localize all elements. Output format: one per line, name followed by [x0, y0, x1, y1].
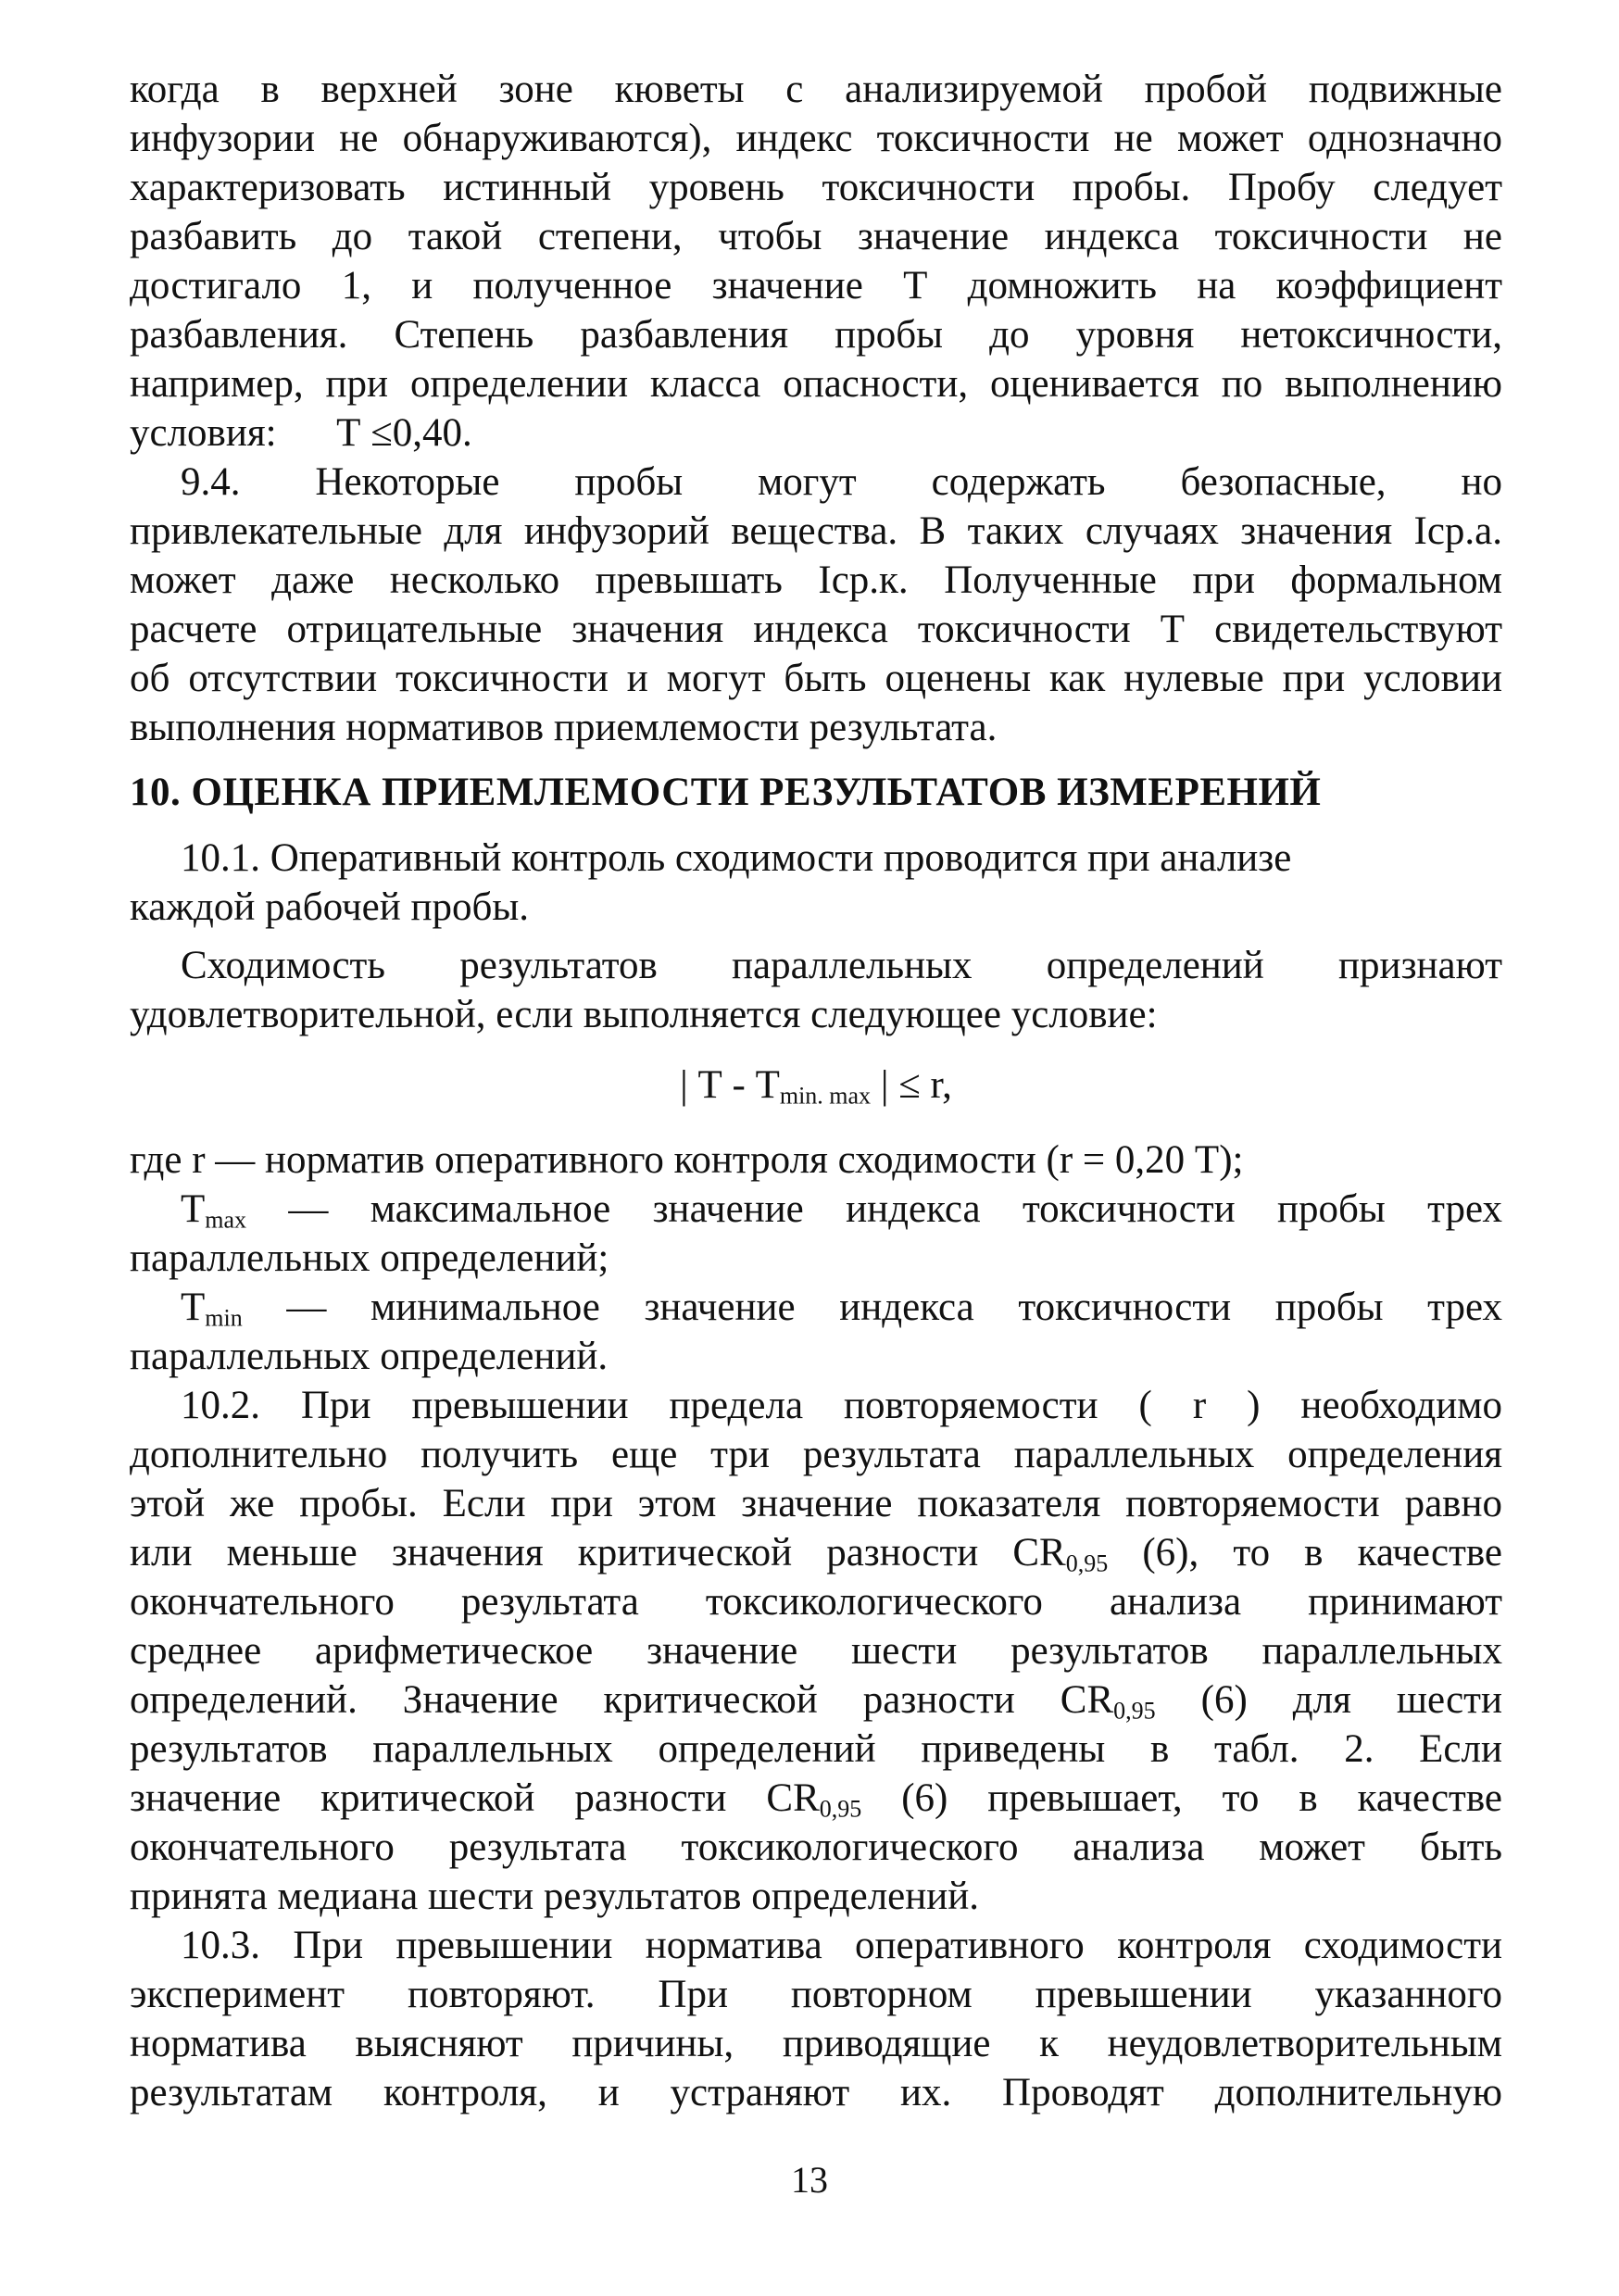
- text-line: окончательного результата токсикологического анализа принимают: [130, 1580, 1502, 1624]
- text-line: 9.4. Некоторые пробы могут содержать безопасные, но: [181, 460, 1502, 504]
- text-line: принята медиана шести результатов определений.: [130, 1875, 980, 1918]
- text-line: разбавления. Степень разбавления пробы до уровня нетоксичности,: [130, 313, 1502, 357]
- formula-right: | ≤ r,: [880, 1063, 952, 1107]
- section-heading: 10. ОЦЕНКА ПРИЕМЛЕМОСТИ РЕЗУЛЬТАТОВ ИЗМЕРЕНИЙ: [130, 771, 1322, 814]
- text-line: условия: Т ≤0,40.: [130, 411, 472, 455]
- text-span: или меньше значения критической разности CR: [130, 1531, 1066, 1575]
- text-line: результатам контроля, и устраняют их. Проводят дополнительную: [130, 2071, 1502, 2114]
- paragraph-10-3: [130, 1921, 1502, 2117]
- text-line: расчете отрицательные значения индекса токсичности Т свидетельствуют: [130, 608, 1502, 651]
- paragraph-10-2: [130, 1381, 1502, 1921]
- paragraph-continuation: [130, 65, 1502, 458]
- text-line: когда в верхней зоне кюветы с анализируемой пробой подвижные: [130, 68, 1502, 111]
- text-line: этой же пробы. Если при этом значение показателя повторяемости равно: [130, 1482, 1502, 1525]
- text-line: выполнения нормативов приемлемости результата.: [130, 706, 998, 749]
- tmin-text: — минимальное значение индекса токсичности пробы трех: [242, 1286, 1502, 1329]
- text-line: характеризовать истинный уровень токсичности пробы. Пробу следует: [130, 166, 1502, 209]
- formula-subscript: min. max: [779, 1082, 872, 1110]
- formula-left: | Т - Т: [680, 1063, 780, 1107]
- text-line: 10.2. При превышении предела повторяемости ( r ) необходимо: [181, 1384, 1502, 1427]
- text-line: Сходимость результатов параллельных определений признают: [181, 944, 1502, 987]
- text-span: значение критической разности CR: [130, 1776, 820, 1820]
- text-line: эксперимент повторяют. При повторном превышении указанного: [130, 1973, 1502, 2016]
- text-line: норматива выясняют причины, приводящие к неудовлетворительным: [130, 2022, 1502, 2065]
- paragraph-9-4: [130, 458, 1502, 752]
- tmin-symbol: Т: [181, 1286, 206, 1329]
- definitions: [130, 1135, 1502, 1381]
- text-line: инфузории не обнаруживаются), индекс токсичности не может однозначно: [130, 117, 1502, 160]
- text-line: 10.1. Оперативный контроль сходимости проводится при анализе: [181, 836, 1292, 880]
- text-line: каждой рабочей пробы.: [130, 885, 530, 929]
- text-line: дополнительно получить еще три результата параллельных определения: [130, 1433, 1502, 1476]
- text-span: определений. Значение критической разности CR: [130, 1678, 1114, 1722]
- cr-subscript: 0,95: [1065, 1549, 1109, 1577]
- definition-r: где r — норматив оперативного контроля сходимости (r = 0,20 Т);: [130, 1138, 1244, 1182]
- text-line: привлекательные для инфузорий вещества. В таких случаях значения Iср.а.: [130, 509, 1502, 553]
- text-line: 10.3. При превышении норматива оперативного контроля сходимости: [181, 1924, 1502, 1967]
- convergence-formula: [130, 1058, 1502, 1113]
- paragraph-10-1: [130, 834, 1502, 932]
- page-number: 13: [791, 2159, 828, 2201]
- text-line: например, при определении класса опасности, оценивается по выполнению: [130, 362, 1502, 406]
- text-line: результатов параллельных определений приведены в табл. 2. Если: [130, 1727, 1502, 1771]
- cr-subscript: 0,95: [1113, 1697, 1156, 1725]
- text-line: об отсутствии токсичности и могут быть оценены как нулевые при условии: [130, 657, 1502, 700]
- page-body: [130, 65, 1502, 2117]
- text-line: параллельных определений.: [130, 1335, 609, 1378]
- text-line: среднее арифметическое значение шести результатов параллельных: [130, 1629, 1502, 1673]
- tmax-symbol: Т: [181, 1187, 206, 1231]
- text-line: достигало 1, и полученное значение Т домножить на коэффициент: [130, 264, 1502, 307]
- cr-subscript: 0,95: [819, 1795, 862, 1823]
- tmax-subscript: max: [205, 1206, 247, 1234]
- text-line: [130, 1528, 1502, 1577]
- text-line: [130, 1675, 1502, 1725]
- text-span: (6) превышает, то в качестве: [861, 1776, 1502, 1820]
- tmin-subscript: min: [205, 1304, 243, 1332]
- text-line: разбавить до такой степени, чтобы значение индекса токсичности не: [130, 215, 1502, 258]
- text-line: может даже несколько превышать Iср.к. Полученные при формальном: [130, 558, 1502, 602]
- text-line: параллельных определений;: [130, 1236, 609, 1280]
- paragraph-convergence: [130, 941, 1502, 1039]
- text-span: (6), то в качестве: [1108, 1531, 1502, 1575]
- text-line: окончательного результата токсикологического анализа может быть: [130, 1826, 1502, 1869]
- text-line: удовлетворительной, если выполняется следующее условие:: [130, 993, 1158, 1036]
- tmax-text: — максимальное значение индекса токсичности пробы трех: [246, 1187, 1502, 1231]
- text-span: (6) для шести: [1155, 1678, 1502, 1722]
- definition-tmax: [130, 1185, 1502, 1234]
- text-line: [130, 1774, 1502, 1823]
- definition-tmin: [130, 1283, 1502, 1332]
